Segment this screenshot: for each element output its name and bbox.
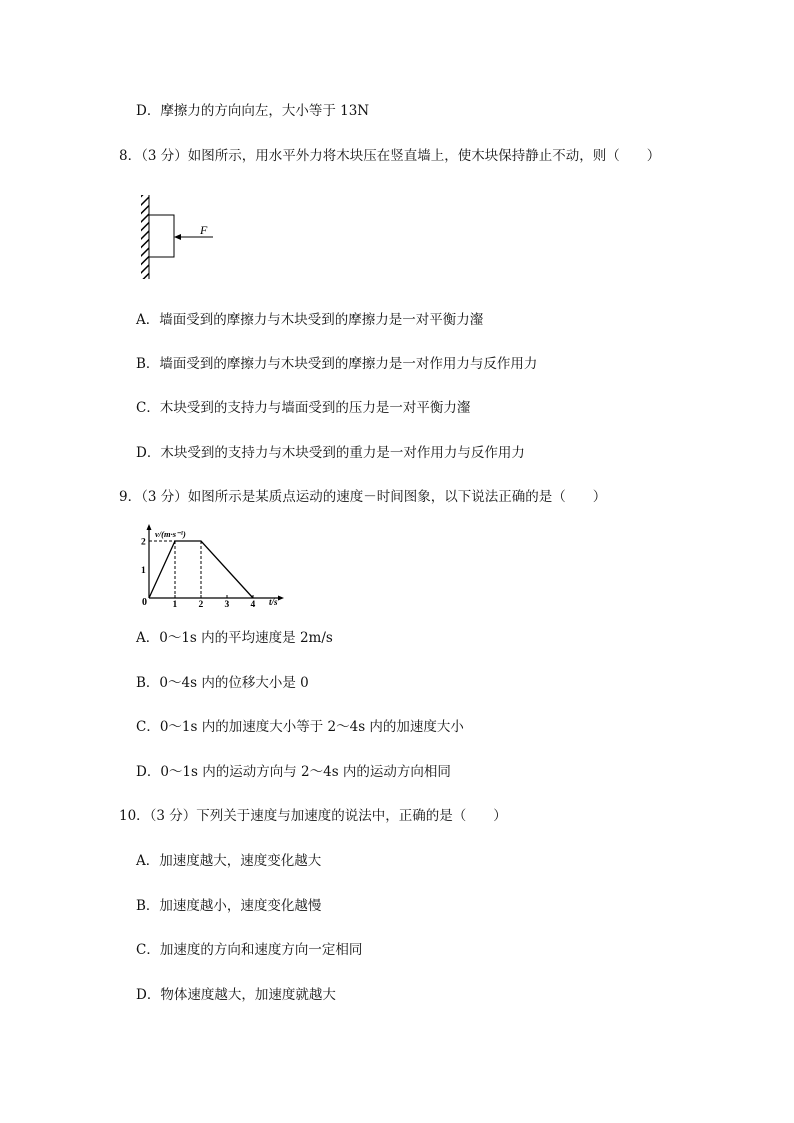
q10-option-b: B．加速度越小，速度变化越慢 — [136, 898, 322, 914]
q9-option-b: B．0～4s 内的位移大小是 0 — [136, 675, 309, 691]
q8-stem: 8．（3 分）如图所示，用水平外力将木块压在竖直墙上，使木块保持静止不动，则（ ） — [119, 148, 661, 164]
q10-option-d: D．物体速度越大，加速度就越大 — [136, 987, 336, 1003]
q9-option-c: C．0～1s 内的加速度大小等于 2～4s 内的加速度大小 — [136, 719, 464, 735]
force-arrow-head — [174, 234, 181, 240]
x-axis-arrow — [278, 596, 284, 601]
q10-option-a: A．加速度越大，速度变化越大 — [136, 853, 322, 869]
q9-option-d: D．0～1s 内的运动方向与 2～4s 内的运动方向相同 — [136, 764, 451, 780]
q8-option-b: B．墙面受到的摩擦力与木块受到的摩擦力是一对作用力与反作用力 — [136, 356, 538, 372]
wall-hatch — [141, 195, 149, 279]
y-axis-arrow — [147, 524, 152, 530]
x-tick-label: 3 — [224, 600, 230, 610]
q8-option-d: D．木块受到的支持力与木块受到的重力是一对作用力与反作用力 — [136, 445, 525, 461]
x-tick-label: 2 — [198, 600, 204, 610]
origin-label: 0 — [142, 597, 147, 608]
y-tick-label: 1 — [141, 566, 146, 576]
q10-option-c: C．加速度的方向和速度方向一定相同 — [136, 942, 363, 958]
dashed-guides — [149, 541, 201, 598]
q10-stem: 10．（3 分）下列关于速度与加速度的说法中，正确的是（ ） — [119, 808, 507, 824]
y-tick-label: 2 — [141, 537, 146, 548]
x-axis-label: t/s — [269, 597, 278, 607]
q8-option-a: A．墙面受到的摩擦力与木块受到的摩擦力是一对平衡力瀣 — [136, 312, 484, 328]
x-tick-label: 4 — [250, 600, 256, 610]
q9-option-a: A．0～1s 内的平均速度是 2m/s — [136, 630, 333, 646]
velocity-time-chart — [134, 524, 294, 610]
y-axis-label: v/(m·s⁻¹) — [155, 529, 186, 539]
wood-block — [149, 215, 174, 257]
q9-stem: 9．（3 分）如图所示是某质点运动的速度－时间图象，以下说法正确的是（ ） — [119, 489, 607, 505]
tick-labels — [141, 538, 256, 611]
q8-wall-block-figure — [136, 192, 226, 282]
velocity-series-line — [149, 541, 253, 598]
force-label: F — [200, 223, 208, 237]
x-tick-label: 1 — [172, 600, 178, 610]
q7-option-d: D．摩擦力的方向向左，大小等于 13N — [136, 103, 370, 119]
q8-option-c: C．木块受到的支持力与墙面受到的压力是一对平衡力瀣 — [136, 400, 471, 416]
